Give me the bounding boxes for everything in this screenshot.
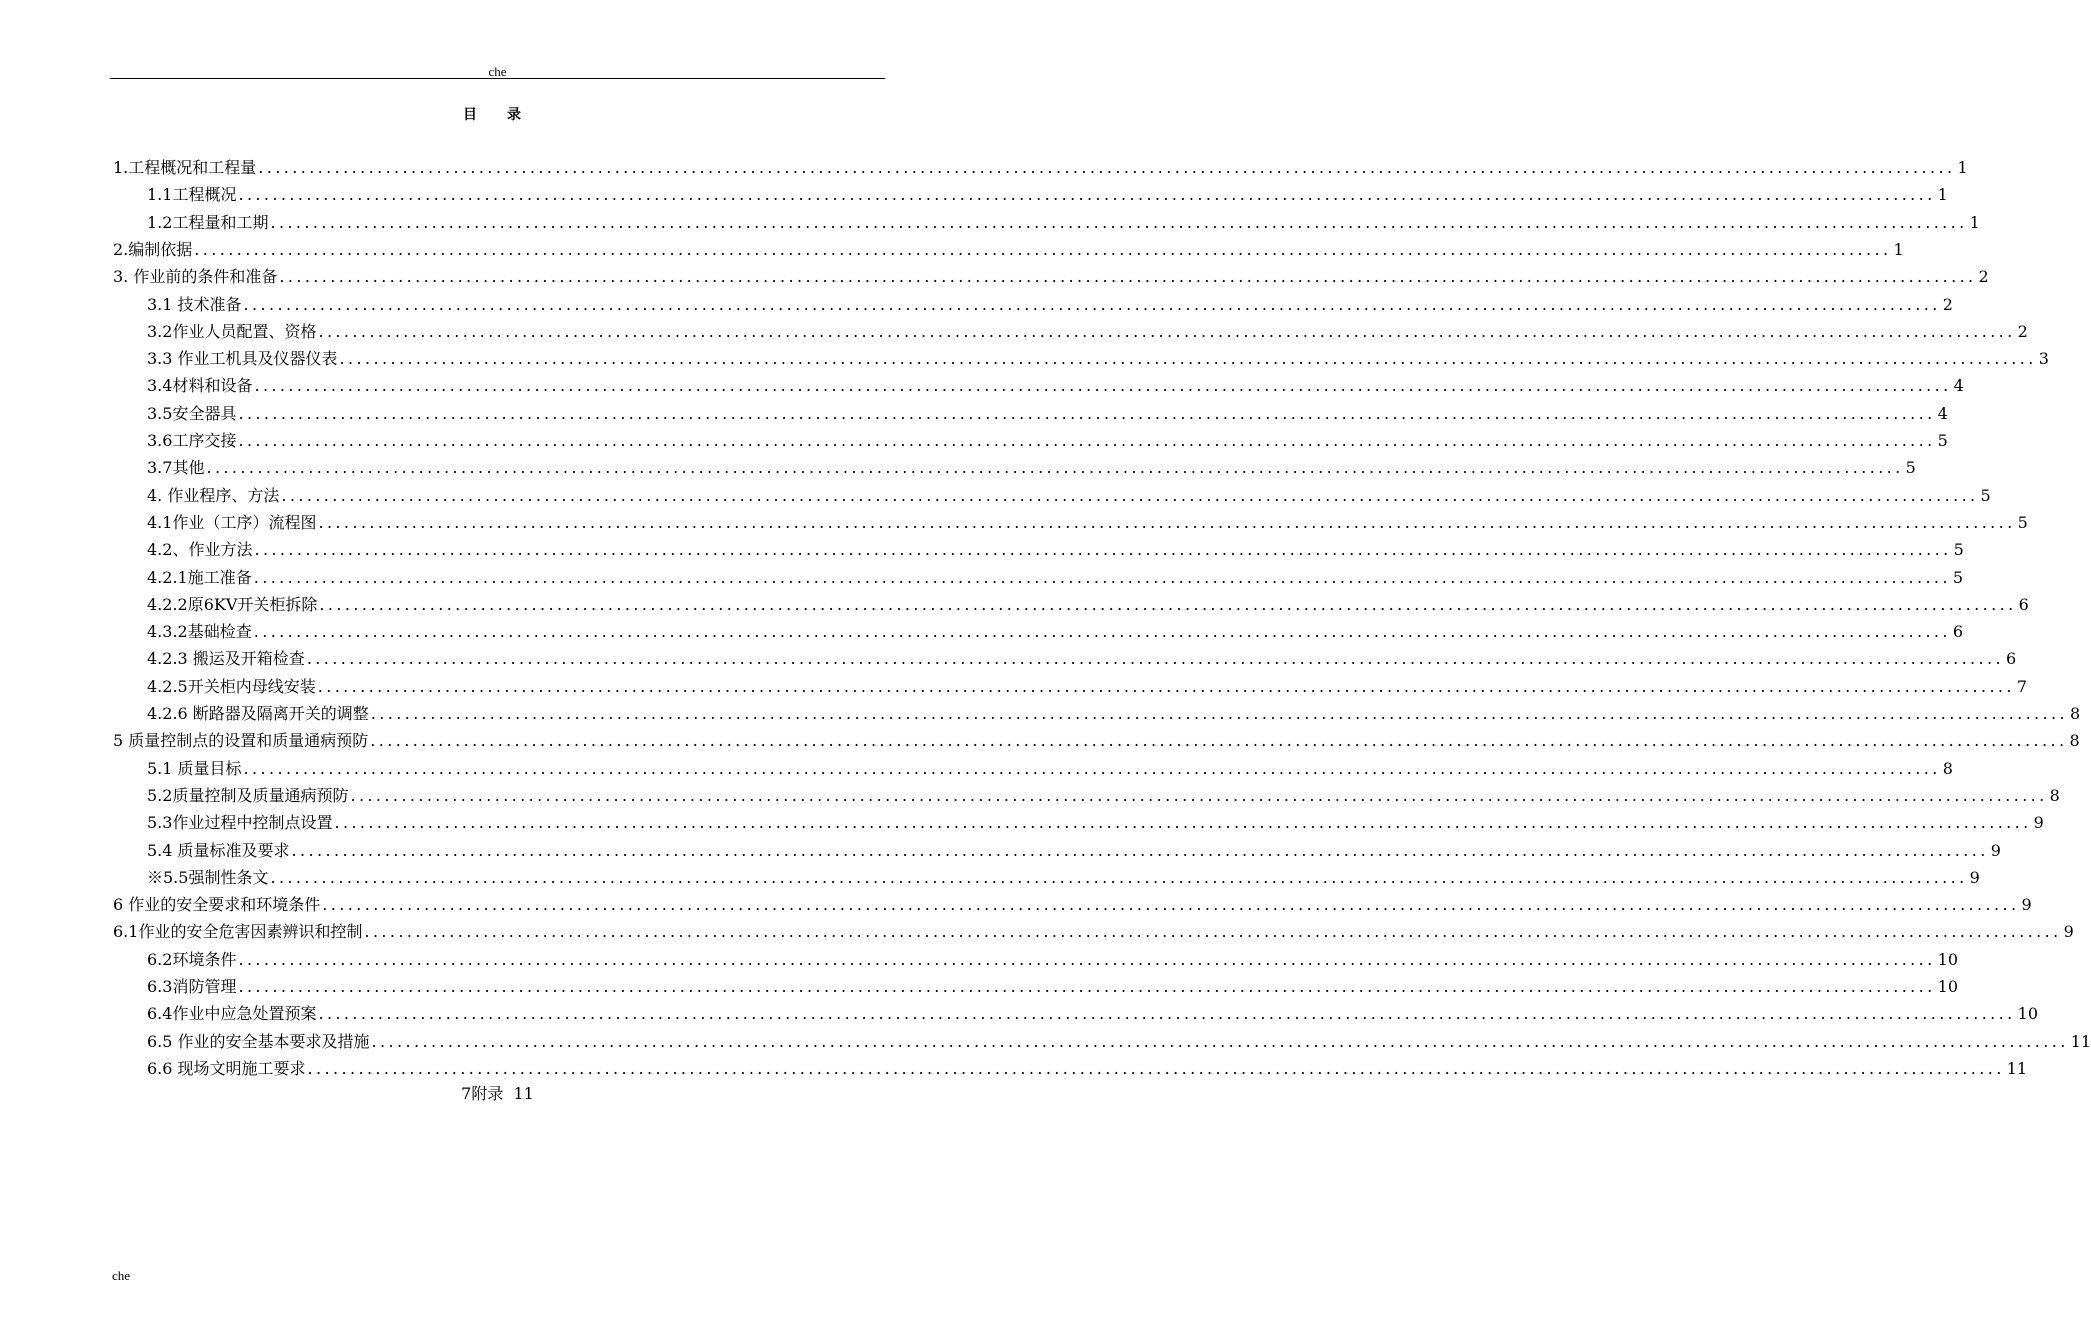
toc-title: 目录 bbox=[463, 107, 551, 123]
toc-entry[interactable] bbox=[147, 372, 1964, 399]
toc-entry-label: 4.2.1施工准备 bbox=[147, 567, 252, 587]
toc-entry-page-number: 9 bbox=[2033, 813, 2044, 833]
toc-entry-page-number: 9 bbox=[1990, 840, 2001, 860]
toc-entry[interactable] bbox=[147, 809, 2044, 836]
toc-entry-label: 5.2质量控制及质量通病预防 bbox=[147, 785, 349, 805]
toc-entry-label: 2.编制依据 bbox=[113, 239, 193, 259]
toc-entry-page-number: 7 bbox=[2016, 676, 2028, 696]
toc-entry[interactable] bbox=[147, 755, 1953, 782]
toc-entry-page-number: 11 bbox=[2006, 1058, 2028, 1078]
toc-entry[interactable] bbox=[147, 782, 2060, 809]
toc-dot-leader: ........................................................................................................................................................................................................ bbox=[270, 212, 1968, 232]
toc-entry-page-number: 9 bbox=[1969, 867, 1980, 887]
toc-dot-leader: ........................................................................................................................................................................................................ bbox=[364, 922, 2062, 942]
toc-entry-page-number: 2 bbox=[1942, 294, 1953, 314]
toc-entry-page-number: 8 bbox=[2070, 704, 2081, 723]
toc-entry-label: 4.2.5开关柜内母线安装 bbox=[147, 676, 316, 696]
toc-dot-leader: ........................................................................................................................................................................................................ bbox=[238, 949, 1936, 969]
toc-entry-page-number: 1 bbox=[1937, 185, 1948, 205]
toc-dot-leader: ........................................................................................................................................................................................................ bbox=[279, 267, 1977, 287]
toc-entry-page-number: 8 bbox=[2049, 785, 2060, 805]
toc-entry[interactable] bbox=[113, 236, 1904, 263]
toc-entry[interactable] bbox=[147, 1028, 2091, 1055]
toc-entry-label: 6 作业的安全要求和环境条件 bbox=[113, 895, 321, 915]
toc-entry-label: 5.1 质量目标 bbox=[147, 758, 242, 778]
toc-dot-leader: ........................................................................................................................................................................................................ bbox=[318, 1004, 2016, 1024]
toc-entry-label: 4.1作业（工序）流程图 bbox=[147, 512, 317, 532]
toc-entry-label: 5 质量控制点的设置和质量通病预防 bbox=[113, 731, 369, 751]
toc-entry-label: 1.工程概况和工程量 bbox=[113, 158, 257, 177]
toc-dot-leader: ........................................................................................................................................................................................................ bbox=[319, 594, 2017, 614]
toc-dot-leader: ........................................................................................................................................................................................................ bbox=[334, 813, 2032, 833]
toc-entry-label: 4.2、作业方法 bbox=[147, 540, 253, 560]
toc-entry[interactable] bbox=[147, 427, 1948, 454]
toc-entry[interactable] bbox=[147, 318, 2028, 345]
toc-entry-page-number: 1 bbox=[1969, 212, 1980, 232]
toc-entry-page-number: 10 bbox=[2017, 1004, 2038, 1024]
toc-dot-leader: ........................................................................................................................................................................................................ bbox=[238, 431, 1936, 450]
toc-entry[interactable] bbox=[147, 209, 1980, 236]
toc-entry[interactable] bbox=[147, 864, 1980, 891]
toc-entry[interactable] bbox=[147, 564, 1964, 591]
toc-entry-label: 3.4材料和设备 bbox=[147, 376, 253, 396]
toc-dot-leader: ........................................................................................................................................................................................................ bbox=[281, 485, 1979, 505]
toc-entry-label: 3.5安全器具 bbox=[147, 403, 237, 423]
toc-dot-leader: ........................................................................................................................................................................................................ bbox=[318, 512, 2016, 532]
toc-entry-label: ※5.5强制性条文 bbox=[147, 867, 269, 887]
toc-entry-label: 3.6工序交接 bbox=[147, 431, 237, 450]
toc-entry[interactable] bbox=[113, 727, 2080, 754]
toc-entry-label: 5.4 质量标准及要求 bbox=[147, 840, 290, 860]
toc-entry[interactable] bbox=[147, 973, 1958, 1000]
toc-dot-leader: ........................................................................................................................................................................................................ bbox=[253, 567, 1951, 587]
toc-dot-leader: ........................................................................................................................................................................................................ bbox=[339, 349, 2037, 369]
toc-dot-leader: ........................................................................................................................................................................................................ bbox=[238, 185, 1936, 205]
toc-entry-label: 6.6 现场文明施工要求 bbox=[147, 1058, 306, 1078]
toc-entry[interactable] bbox=[147, 482, 1991, 509]
toc-entry-label: 4.2.2原6KV开关柜拆除 bbox=[147, 594, 318, 614]
toc-entry[interactable] bbox=[147, 454, 1916, 481]
toc-entry-page-number: 3 bbox=[2038, 349, 2049, 369]
toc-entry[interactable] bbox=[147, 700, 2081, 727]
toc-entry[interactable] bbox=[147, 1055, 2028, 1082]
toc-entry[interactable] bbox=[147, 591, 2029, 618]
toc-dot-leader: ........................................................................................................................................................................................................ bbox=[270, 867, 1968, 887]
toc-dot-leader: ........................................................................................................................................................................................................ bbox=[317, 676, 2015, 696]
toc-dot-leader: ........................................................................................................................................................................................................ bbox=[243, 294, 1941, 314]
toc-dot-leader: ........................................................................................................................................................................................................ bbox=[322, 895, 2020, 915]
toc-entry[interactable] bbox=[147, 1000, 2038, 1027]
toc-entry-page-number: 8 bbox=[1942, 758, 1953, 778]
toc-entry[interactable] bbox=[147, 345, 2049, 372]
toc-entry-label: 1.1工程概况 bbox=[147, 185, 237, 205]
toc-entry[interactable] bbox=[147, 291, 1953, 318]
toc-entry-label: 6.1作业的安全危害因素辨识和控制 bbox=[113, 922, 363, 942]
toc-entry-label: 3.3 作业工机具及仪器仪表 bbox=[147, 349, 338, 369]
toc-entry-label: 6.5 作业的安全基本要求及措施 bbox=[147, 1031, 370, 1051]
toc-entry-page-number: 5 bbox=[1937, 431, 1948, 450]
toc-dot-leader: ........................................................................................................................................................................................................ bbox=[254, 540, 1952, 560]
toc-entry[interactable] bbox=[147, 400, 1948, 427]
toc-entry-page-number: 2 bbox=[1978, 267, 1989, 287]
toc-appendix-entry: 7附录 11 bbox=[461, 1084, 534, 1103]
toc-dot-leader: ........................................................................................................................................................................................................ bbox=[307, 1058, 2005, 1078]
toc-dot-leader: ........................................................................................................................................................................................................ bbox=[206, 458, 1904, 478]
toc-entry-label: 1.2工程量和工期 bbox=[147, 212, 269, 232]
toc-entry-label: 3. 作业前的条件和准备 bbox=[113, 267, 278, 287]
toc-entry-label: 6.3消防管理 bbox=[147, 977, 237, 996]
toc-entry-page-number: 2 bbox=[2017, 321, 2028, 341]
toc-entry-page-number: 4 bbox=[1953, 376, 1964, 396]
toc-dot-leader: ........................................................................................................................................................................................................ bbox=[318, 321, 2016, 341]
toc-entry-page-number: 5 bbox=[1980, 485, 1991, 505]
toc-dot-leader: ........................................................................................................................................................................................................ bbox=[253, 622, 1951, 642]
toc-dot-leader: ........................................................................................................................................................................................................ bbox=[243, 758, 1941, 778]
toc-entry-label: 3.2作业人员配置、资格 bbox=[147, 321, 317, 341]
toc-entry[interactable] bbox=[147, 618, 1964, 645]
toc-entry-label: 5.3作业过程中控制点设置 bbox=[147, 813, 333, 833]
toc-entry-label: 3.7其他 bbox=[147, 458, 205, 478]
toc-entry-page-number: 5 bbox=[1905, 458, 1916, 478]
toc-entry-page-number: 6 bbox=[2018, 594, 2029, 614]
toc-entry-page-number: 9 bbox=[2021, 895, 2032, 915]
toc-dot-leader: ........................................................................................................................................................................................................ bbox=[371, 1031, 2069, 1051]
toc-entry[interactable] bbox=[113, 918, 2074, 945]
toc-entry-label: 4.2.3 搬运及开箱检查 bbox=[147, 649, 305, 669]
toc-entry-label: 4.2.6 断路器及隔离开关的调整 bbox=[147, 704, 369, 723]
toc-entry[interactable] bbox=[147, 509, 2028, 536]
toc-entry-label: 6.2环境条件 bbox=[147, 949, 237, 969]
toc-dot-leader: ........................................................................................................................................................................................................ bbox=[194, 239, 1892, 259]
toc-entry[interactable] bbox=[113, 263, 1989, 290]
toc-dot-leader: ........................................................................................................................................................................................................ bbox=[238, 977, 1936, 996]
toc-entry-page-number: 4 bbox=[1937, 403, 1948, 423]
toc-entry-page-number: 10 bbox=[1937, 977, 1958, 996]
toc-entry-label: 4. 作业程序、方法 bbox=[147, 485, 280, 505]
header-rule bbox=[110, 78, 885, 79]
toc-entry-page-number: 5 bbox=[2017, 512, 2028, 532]
toc-entry[interactable] bbox=[147, 673, 2028, 700]
toc-entry-page-number: 8 bbox=[2069, 731, 2080, 751]
toc-entry-page-number: 1 bbox=[1893, 239, 1904, 259]
toc-dot-leader: ........................................................................................................................................................................................................ bbox=[306, 649, 2004, 669]
toc-entry[interactable] bbox=[113, 154, 1968, 181]
page-header: che bbox=[488, 64, 507, 79]
toc-entry-page-number: 11 bbox=[2070, 1031, 2091, 1051]
toc-entry-page-number: 6 bbox=[2006, 649, 2017, 669]
toc-entry-page-number: 1 bbox=[1957, 158, 1968, 177]
toc-entry[interactable] bbox=[147, 837, 2001, 864]
toc-entry[interactable] bbox=[147, 181, 1948, 208]
toc-entry-page-number: 10 bbox=[1937, 949, 1958, 969]
toc-entry[interactable] bbox=[113, 891, 2032, 918]
toc-dot-leader: ........................................................................................................................................................................................................ bbox=[254, 376, 1952, 396]
toc-dot-leader: ........................................................................................................................................................................................................ bbox=[370, 731, 2068, 751]
toc-entry-page-number: 9 bbox=[2063, 922, 2074, 942]
toc-dot-leader: ........................................................................................................................................................................................................ bbox=[258, 158, 1956, 177]
toc-entry-page-number: 6 bbox=[1952, 622, 1964, 642]
toc-entry[interactable] bbox=[147, 645, 2017, 672]
toc-entry-label: 4.3.2基础检查 bbox=[147, 622, 252, 642]
toc-dot-leader: ........................................................................................................................................................................................................ bbox=[350, 785, 2048, 805]
page-footer: che bbox=[112, 1268, 131, 1283]
toc-dot-leader: ........................................................................................................................................................................................................ bbox=[238, 403, 1936, 423]
toc-entry[interactable] bbox=[147, 946, 1958, 973]
toc-entry-page-number: 5 bbox=[1953, 540, 1964, 560]
toc-entry[interactable] bbox=[147, 536, 1964, 563]
toc-entry-page-number: 5 bbox=[1952, 567, 1964, 587]
toc-dot-leader: ........................................................................................................................................................................................................ bbox=[370, 704, 2068, 723]
toc-entry-label: 3.1 技术准备 bbox=[147, 294, 242, 314]
toc-dot-leader: ........................................................................................................................................................................................................ bbox=[291, 840, 1989, 860]
toc-entry-label: 6.4作业中应急处置预案 bbox=[147, 1004, 317, 1024]
